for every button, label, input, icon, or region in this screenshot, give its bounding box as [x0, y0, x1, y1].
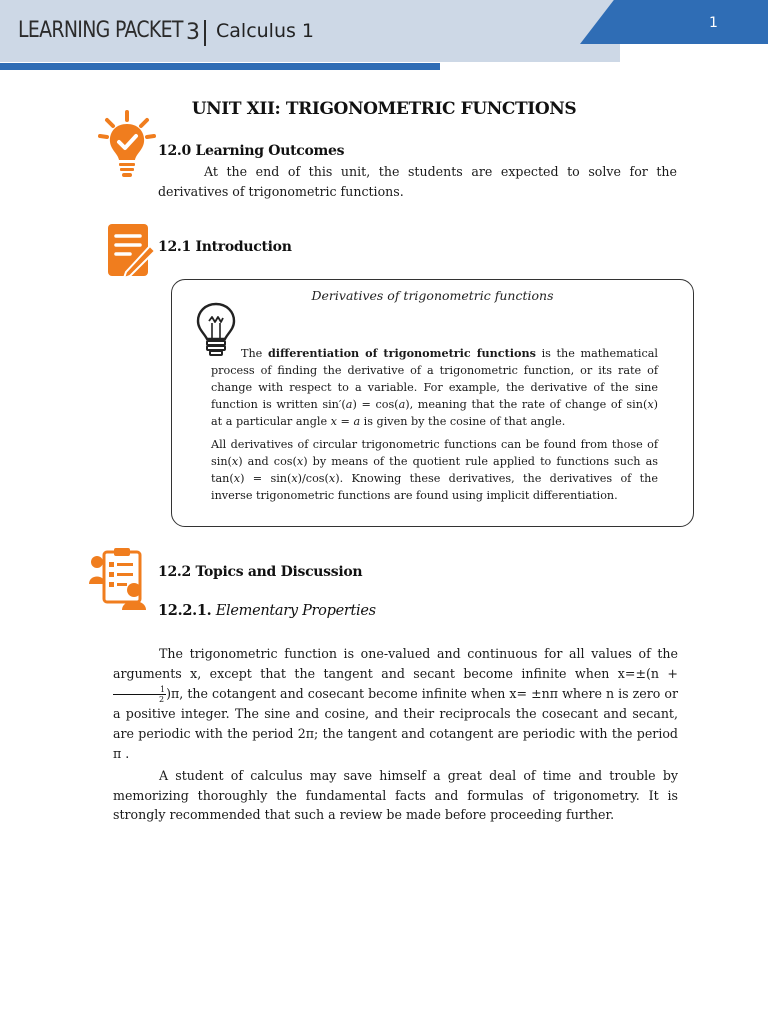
packet-label: LEARNING PACKET [18, 18, 183, 43]
subsection-heading: 12.2.1. Elementary Properties [158, 602, 376, 619]
unit-title: UNIT XII: TRIGONOMETRIC FUNCTIONS [191, 99, 577, 119]
page-number: 1 [709, 15, 718, 31]
box-caption: Derivatives of trigonometric functions [311, 288, 554, 303]
lightbulb-check-icon [98, 108, 156, 180]
topics-paragraph-1: The trigonometric function is one-valued and continuous for all values of the arguments x, except that the tangent and secant become infinite when x=±(n + $\frac{1}{2}$ )π, the cotangent and cosecant become infinite when x= ±nπ where n is zero or a positive integer. The sine and cosine, and their reciprocals the cosecant and secant, are periodic with the period 2π; the tangent and cotangent are periodic with the period π . [113, 646, 678, 761]
subject-title: Calculus 1 [216, 20, 315, 42]
section-heading-topics: 12.2 Topics and Discussion [158, 564, 363, 580]
outcomes-text: At the end of this unit, the students are expected to solve for the derivatives of trigonometric functions. [158, 164, 677, 199]
topics-paragraph-2: A student of calculus may save himself a great deal of time and trouble by memorizing thoroughly the fundamental facts and formulas of trigonometry. It is strongly recommended that such a review be made before proceeding further. [113, 768, 678, 822]
section-heading-outcomes: 12.0 Learning Outcomes [158, 143, 345, 159]
intro-paragraph-1: The differentiation of trigonometric functions is the mathematical process of finding the derivative of a trigonometric function, or its rate of change with respect to a variable. For example, the derivative of the sine function is written sin′(a) = cos(a), meaning that the rate of change of sin(x) at a particular angle x = a is given by the cosine of that angle. [211, 346, 658, 428]
notepad-pencil-icon [106, 222, 156, 280]
intro-paragraph-2: All derivatives of circular trigonometric functions can be found from those of sin(x) and cos(x) by means of the quotient rule applied to functions such as tan(x) = sin(x)/cos(x). Knowing these derivatives, the derivatives of the inverse trigonometric functions are found using implicit differentiation. [211, 438, 658, 502]
fraction-one-half: $\frac{1}{2}$ [113, 685, 166, 704]
header-separator [204, 20, 206, 46]
checklist-person-icon [88, 546, 152, 612]
section-heading-introduction: 12.1 Introduction [158, 239, 292, 255]
subsection-title: Elementary Properties [215, 603, 376, 619]
intro-bold-term: differentiation of trigonometric functions [267, 346, 536, 360]
header-underline [0, 63, 440, 70]
packet-number: 3 [186, 20, 200, 45]
